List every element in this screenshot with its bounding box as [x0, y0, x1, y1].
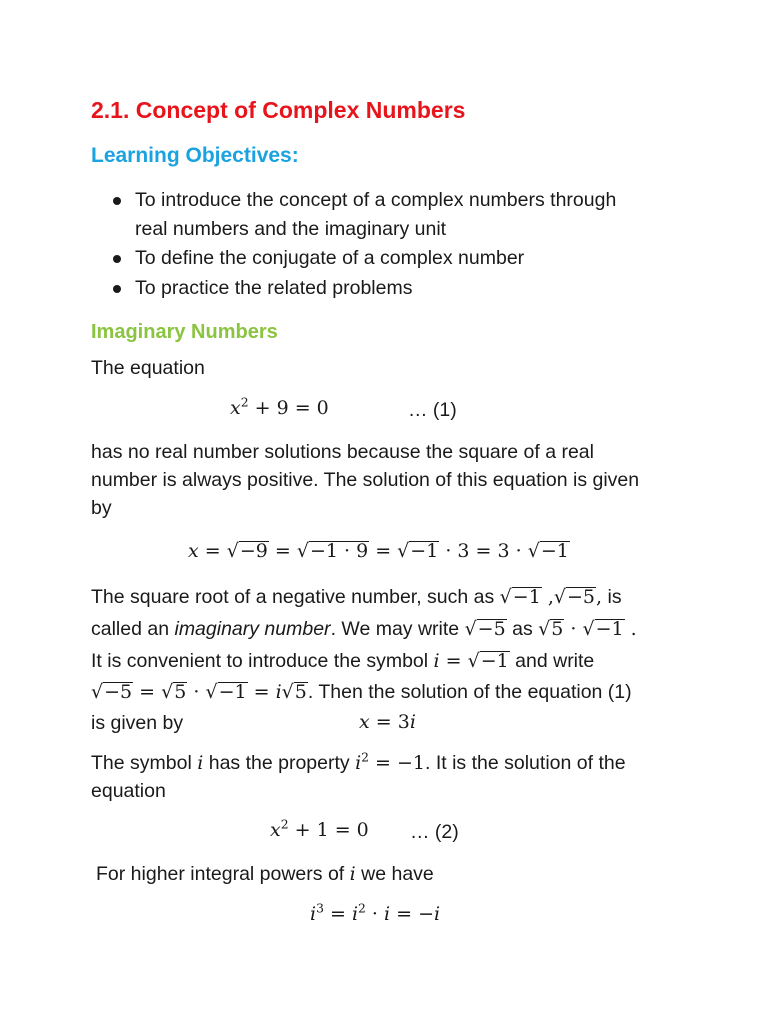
objective-item-continued: real numbers and the imaginary unit	[135, 218, 447, 240]
section-heading: 2.1. Concept of Complex Numbers	[91, 97, 466, 123]
bullet-dot	[113, 285, 121, 293]
equation-2-tag: … (2)	[410, 821, 459, 843]
equation-1-tag: … (1)	[408, 399, 457, 421]
paragraph-line: For higher integral powers of i we have	[96, 863, 434, 885]
text: has the property	[208, 752, 350, 774]
text: and write	[515, 650, 595, 672]
text: called an	[91, 618, 170, 640]
result-equation: x = 3i	[359, 711, 416, 733]
paragraph: The equation	[91, 357, 205, 379]
text: The symbol	[91, 752, 192, 774]
emphasis: imaginary number	[174, 618, 331, 640]
paragraph: has no real number solutions because the square of a real	[91, 441, 594, 463]
equation-1: $x^2 + 9 = 0$	[230, 395, 329, 419]
paragraph: number is always positive. The solution of this equation is given	[91, 469, 640, 491]
text: For higher integral powers of	[96, 863, 345, 885]
text: is	[607, 586, 622, 608]
paragraph: by	[91, 497, 112, 519]
paragraph-line: is given by	[91, 712, 184, 734]
paragraph-line: It is convenient to introduce the symbol i = √−1 and write	[91, 650, 595, 672]
paragraph-line: called an imaginary number. We may write √−5 as √5 · √−1 .	[91, 618, 637, 640]
objective-item: To define the conjugate of a complex number	[135, 247, 525, 269]
solution-equation: x = √−9 = √−1 · 9 = √−1 · 3 = 3 · √−1	[188, 540, 569, 562]
text: . We may write	[330, 618, 460, 640]
text: . It is the solution of the	[425, 752, 626, 774]
objective-item: To practice the related problems	[135, 277, 413, 299]
bullet-dot	[113, 255, 121, 263]
objective-item: To introduce the concept of a complex numbers through	[135, 189, 617, 211]
paragraph-line: The symbol i has the property $i^2 = -1$. It is the solution of the	[91, 750, 626, 774]
imaginary-heading: Imaginary Numbers	[91, 321, 278, 343]
text: . Then the solution of the equation (1)	[307, 681, 632, 703]
bullet-dot	[113, 197, 121, 205]
text: we have	[361, 863, 434, 885]
paragraph-line: √−5 = √5 · √−1 = i√5. Then the solution of the equation (1)	[91, 681, 632, 703]
equation-2: $x^2 + 1 = 0$	[270, 817, 369, 841]
paragraph-line: The square root of a negative number, such as √−1 ,√−5, is	[91, 586, 622, 608]
paragraph-line: equation	[91, 780, 166, 802]
text: It is convenient to introduce the symbol	[91, 650, 429, 672]
power-equation: $i^3 = i^2 \cdot i = -i$	[310, 901, 441, 925]
text: The square root of a negative number, such as	[91, 586, 495, 608]
objectives-heading: Learning Objectives:	[91, 144, 299, 167]
text: as	[512, 618, 533, 640]
